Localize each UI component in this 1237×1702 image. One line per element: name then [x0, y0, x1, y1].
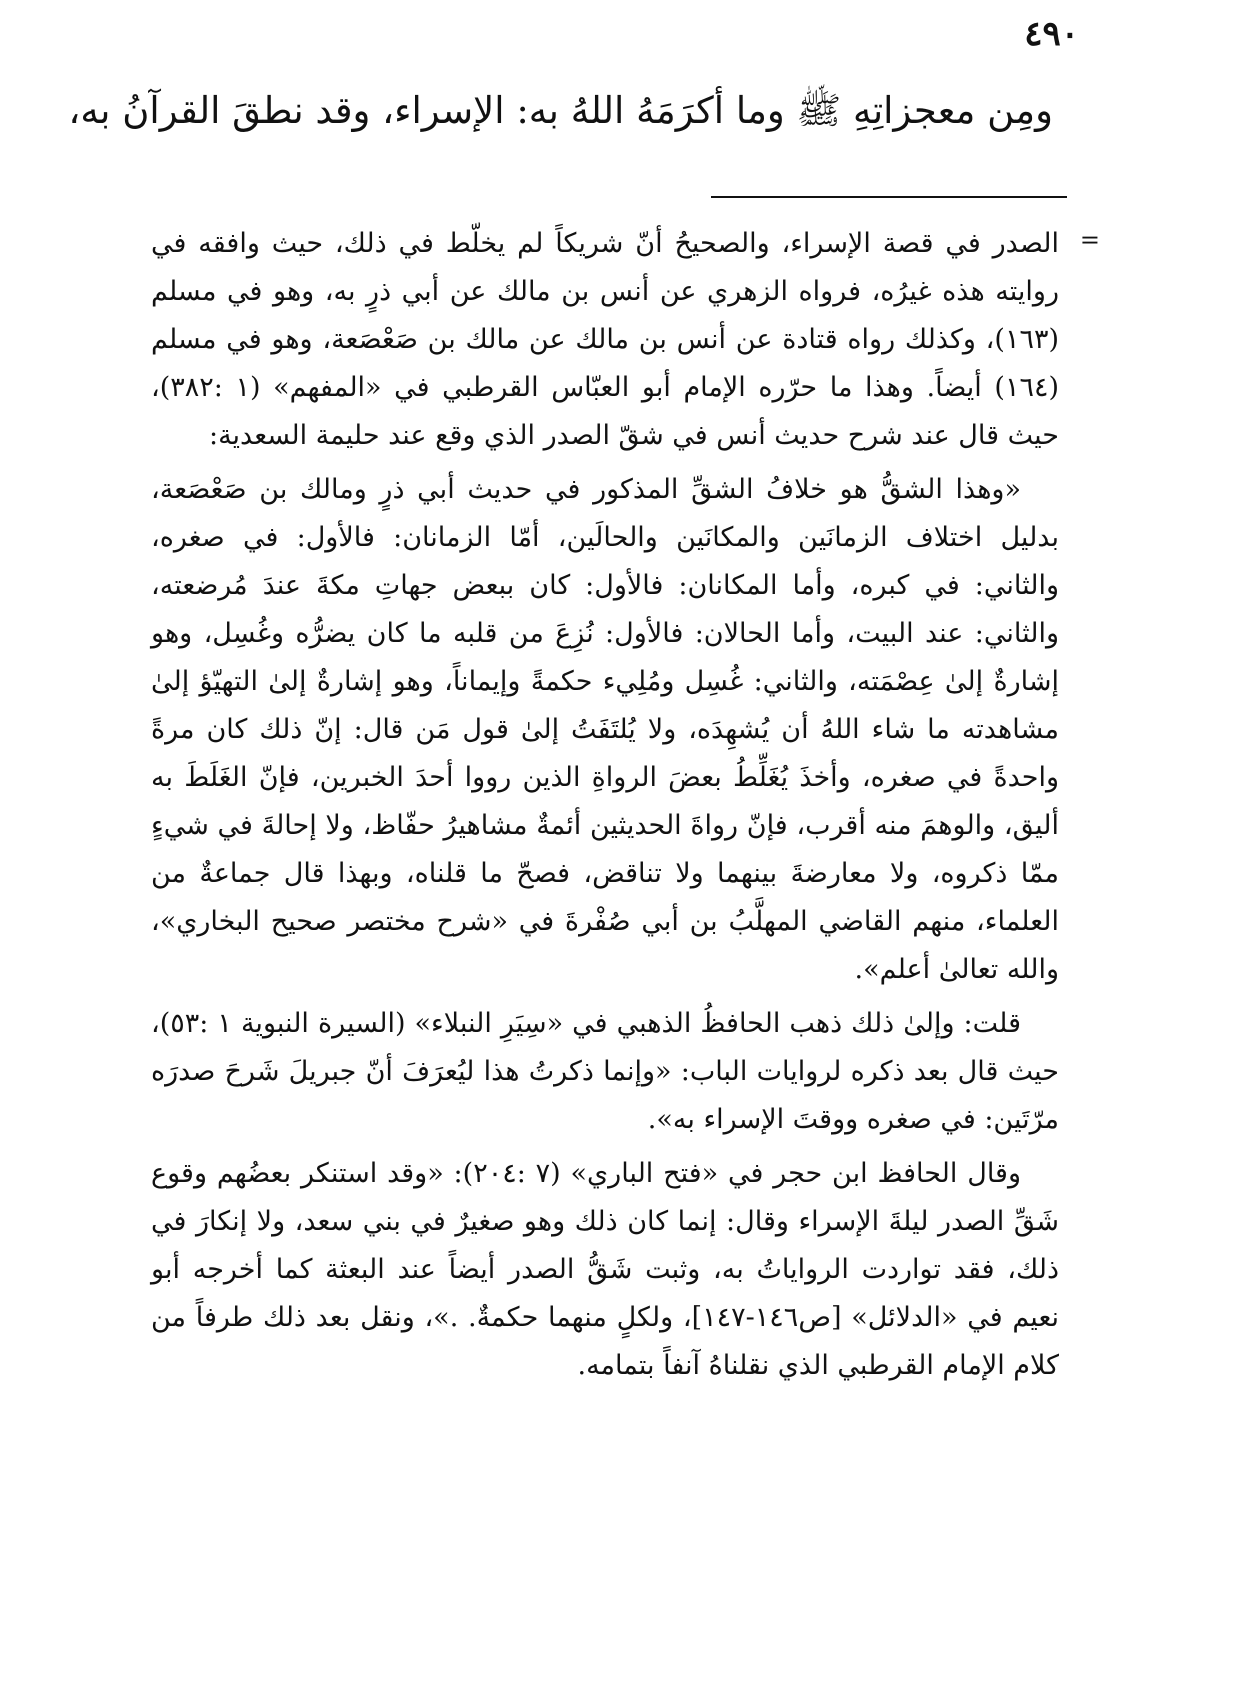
main-text-line: ومِن معجزاتِهِ ﷺ وما أكرَمَهُ اللهُ به: الإسراء، وقد نطقَ القرآنُ به،	[68, 89, 1053, 132]
footnote-paragraph-3: قلت: وإلىٰ ذلك ذهب الحافظُ الذهبي في «سِيَرِ النبلاء» (السيرة النبوية ١ :٥٣)، حيث قال بعد ذكره لروايات الباب: «وإنما ذكرتُ هذا ليُعرَفَ أنّ جبريلَ شَرحَ صدرَه مرّتَين: في صغره ووقتَ الإسراء به».	[151, 1008, 1059, 1135]
footnote-separator	[711, 196, 1067, 198]
footnote-paragraph-4: وقال الحافظ ابن حجر في «فتح الباري» (٧ :٢٠٤): «وقد استنكر بعضُهم وقوع شَقِّ الصدر ليلةَ الإسراء وقال: إنما كان ذلك وهو صغيرٌ في بني سعد، ولا إنكارَ في ذلك، فقد تواردت الرواياتُ به، وثبت شَقُّ الصدر أيضاً عند البعثة كما أخرجه أبو نعيم في «الدلائل» [ص١٤٦-١٤٧]، ولكلٍ منهما حكمةٌ. .»، ونقل بعد ذلك طرفاً من كلام الإمام القرطبي الذي نقلناهُ آنفاً بتمامه.	[151, 1158, 1059, 1381]
footnote-body	[151, 220, 1059, 1396]
footnote-paragraph-2: «وهذا الشقُّ هو خلافُ الشقِّ المذكور في حديث أبي ذرٍ ومالك بن صَعْصَعة، بدليل اختلاف الزمانَين والمكانَين والحالَين، أمّا الزمانان: فالأول: في صغره، والثاني: في كبره، وأما المكانان: فالأول: كان ببعض جهاتِ مكةَ عندَ مُرضعته، والثاني: عند البيت، وأما الحالان: فالأول: نُزِعَ من قلبه ما كان يضرُّه وغُسِل، وهو إشارةٌ إلىٰ عِصْمَته، والثاني: غُسِل ومُلِيء حكمةً وإيماناً، وهو إشارةٌ إلىٰ التهيّؤ إلىٰ مشاهدته ما شاء اللهُ أن يُشهِدَه، ولا يُلتَفَتُ إلىٰ قول مَن قال: إنّ ذلك كان مرةً واحدةً في صغره، وأخذَ يُغَلِّطُ بعضَ الرواةِ الذين رووا أحدَ الخبرين، فإنّ الغَلَطَ به أليق، والوهمَ منه أقرب، فإنّ رواةَ الحديثين أئمةٌ مشاهيرُ حفّاظ، ولا إحالةَ في شيءٍ ممّا ذكروه، ولا معارضةَ بينهما ولا تناقض، فصحّ ما قلناه، وبهذا قال جماعةٌ من العلماء، منهم القاضي المهلَّبُ بن أبي صُفْرةَ في «شرح مختصر صحيح البخاري»، والله تعالىٰ أعلم».	[151, 474, 1059, 985]
footnote-paragraph-1: الصدر في قصة الإسراء، والصحيحُ أنّ شريكاً لم يخلّط في ذلك، حيث وافقه في روايته هذه غيرُه، فرواه الزهري عن أنس بن مالك عن أبي ذرٍ به، وهو في مسلم (١٦٣)، وكذلك رواه قتادة عن أنس بن مالك عن مالك بن صَعْصَعة، وهو في مسلم (١٦٤) أيضاً. وهذا ما حرّره الإمام أبو العبّاس القرطبي في «المفهم» (١ :٣٨٢)، حيث قال عند شرح حديث أنس في شقّ الصدر الذي وقع عند حليمة السعدية:	[151, 228, 1059, 451]
page-number: ٤٩٠	[1024, 14, 1079, 54]
continuation-mark: =	[1079, 226, 1100, 254]
